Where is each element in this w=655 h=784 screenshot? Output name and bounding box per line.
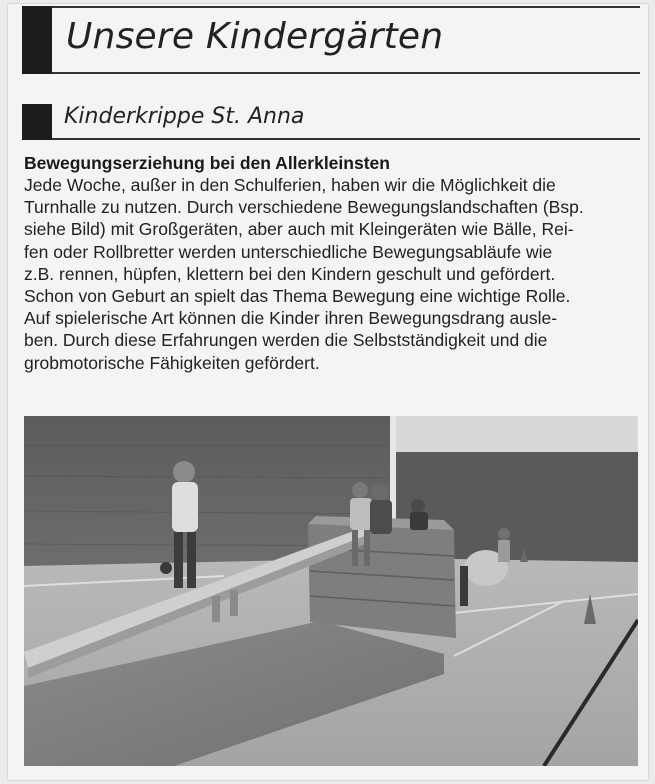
newsletter-page: [8, 4, 648, 780]
header-rule-top: [52, 6, 640, 8]
header-rule-bottom: [52, 72, 640, 74]
article-line: fen oder Rollbretter werden unterschiedliche Bewegungsabläufe wie: [24, 241, 553, 262]
article-line: Schon von Geburt an spielt das Thema Bewegung eine wichtige Rolle.: [24, 286, 571, 307]
article-line: Jede Woche, außer in den Schulferien, haben wir die Möglichkeit die: [24, 175, 556, 195]
header-accent-bar: [22, 6, 52, 74]
section-accent-bar: [22, 104, 52, 140]
article-line: z.B. rennen, hüpfen, klettern bei den Kindern geschult und gefördert.: [24, 263, 556, 284]
gym-photo: [24, 416, 638, 766]
window: [396, 416, 638, 452]
article-heading: Bewegungserziehung bei den Allerkleinsten: [24, 153, 390, 173]
article-line: grobmotorische Fähigkeiten gefördert.: [24, 352, 320, 373]
article-line: siehe Bild) mit Großgeräten, aber auch mit Kleingeräten wie Bälle, Rei-: [24, 219, 574, 240]
article-line: Auf spielerische Art können die Kinder ihren Bewegungsdrang ausle-: [24, 308, 558, 329]
section-title: Kinderkrippe St. Anna: [64, 104, 305, 129]
page-title: Unsere Kindergärten: [66, 16, 444, 57]
article-line: ben. Durch diese Erfahrungen werden die Selbstständigkeit und die: [24, 330, 548, 351]
article: [24, 152, 640, 374]
section-header: [22, 100, 640, 140]
page-header: [22, 6, 640, 74]
article-line: Turnhalle zu nutzen. Durch verschiedene Bewegungslandschaften (Bsp.: [24, 197, 584, 218]
section-rule: [52, 138, 640, 140]
